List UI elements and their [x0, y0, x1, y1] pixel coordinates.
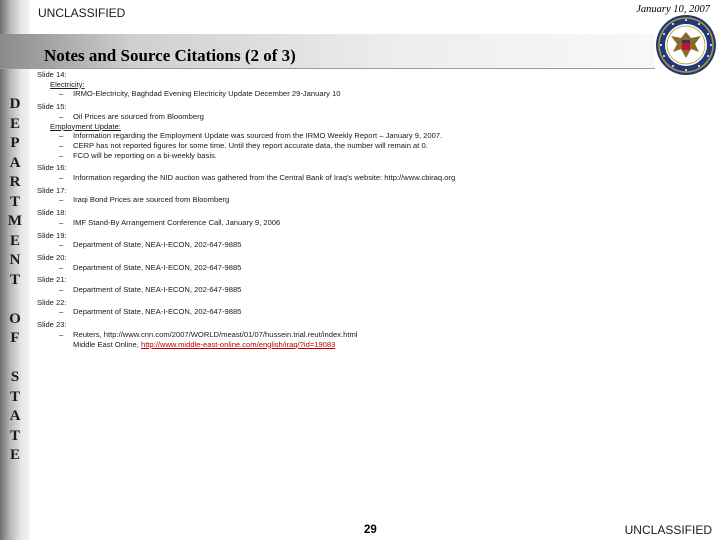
slide-heading: Slide 18:: [37, 208, 67, 218]
slide-citation-block: [37, 320, 707, 349]
citation-text: Oil Prices are sourced from Bloomberg: [73, 111, 204, 121]
citation-item: [37, 173, 707, 183]
bullet-dash: –: [59, 329, 64, 339]
slide-heading: Slide 21:: [37, 275, 67, 285]
slide-citation-block: [37, 231, 707, 250]
citation-text: IRMO-Electricity, Baghdad Evening Electricity Update December 29-January 10: [73, 89, 341, 99]
bullet-dash: –: [59, 262, 64, 272]
bullet-dash: –: [59, 131, 64, 141]
sidebar-letter: [0, 290, 30, 310]
citation-text: FCO will be reporting on a bi-weekly basis.: [73, 150, 217, 160]
slide-citation-block: [37, 208, 707, 227]
citation-text: Reuters, http://www.cnn.com/2007/WORLD/meast/01/07/hussein.trial.reut/index.html: [73, 329, 358, 339]
sidebar-letter: O: [9, 310, 21, 327]
classification-top: UNCLASSIFIED: [38, 6, 126, 20]
sidebar-letter: A: [9, 154, 21, 171]
sidebar-letter: M: [7, 213, 23, 229]
citation-item: [37, 285, 707, 295]
slide-citation-block: [37, 163, 707, 182]
sidebar-letter: E: [9, 232, 20, 249]
bullet-dash: –: [59, 150, 64, 160]
citation-item: [37, 112, 707, 122]
citation-item: [37, 131, 707, 141]
citation-item: [37, 141, 707, 151]
citation-item: [37, 89, 707, 99]
citation-item: [37, 195, 707, 205]
bullet-dash: –: [59, 195, 64, 205]
sidebar-letter: E: [9, 115, 20, 132]
citation-text: IMF Stand-By Arrangement Conference Call, January 9, 2006: [73, 217, 281, 227]
slide-citation-block: [37, 186, 707, 205]
bullet-dash: –: [59, 307, 64, 317]
sidebar-letter: P: [10, 135, 20, 151]
bullet-dash: –: [59, 140, 64, 150]
slide-heading: Slide 19:: [37, 230, 67, 240]
citation-item: [37, 263, 707, 273]
sidebar-letter: R: [9, 174, 21, 190]
date-label: January 10, 2007: [636, 4, 710, 15]
sidebar-letter: T: [9, 271, 20, 288]
bullet-dash: –: [59, 173, 64, 183]
source-link[interactable]: http://www.middle-east-online.com/english/iraq/?id=19083: [140, 339, 336, 349]
slide-heading: Slide 16:: [37, 163, 67, 173]
citation-item: [37, 218, 707, 228]
page-number: 29: [364, 524, 377, 536]
slide-heading: Slide 14:: [37, 70, 67, 79]
citation-text: CERP has not reported figures for some time. Until they report accurate data, the number will remain at 0.: [73, 140, 428, 150]
slide-citation-block: [37, 102, 707, 160]
sidebar-letter: E: [9, 447, 20, 463]
slide-heading: Slide 23:: [37, 320, 67, 330]
sidebar-letter: F: [10, 330, 20, 346]
sidebar-letter: S: [10, 369, 20, 385]
bullet-dash: –: [59, 240, 64, 250]
slide-heading: Slide 20:: [37, 252, 67, 262]
page-title: Notes and Source Citations (2 of 3): [44, 46, 296, 65]
citation-item: [37, 330, 707, 340]
slide-citation-block: [37, 70, 707, 99]
slide-heading: Slide 17:: [37, 185, 67, 195]
citation-text: Department of State, NEA-I-ECON, 202-647-9885: [73, 262, 242, 272]
slide-citation-block: [37, 275, 707, 294]
citation-text: Department of State, NEA-I-ECON, 202-647-9885: [73, 240, 242, 250]
citation-text: Information regarding the Employment Update was sourced from the IRMO Weekly Report – January 9, 2007.: [73, 131, 443, 141]
slide-heading: Slide 22:: [37, 297, 67, 307]
sidebar-letter: D: [9, 96, 21, 112]
citation-list: [37, 70, 707, 352]
citation-continuation: [37, 340, 707, 350]
citation-text: Information regarding the NID auction was gathered from the Central Bank of Iraq's website: http://www.cbiraq.org: [73, 173, 456, 183]
citation-source: Middle East Online,: [73, 339, 141, 349]
sidebar-letter: N: [9, 252, 21, 268]
citation-text: Iraqi Bond Prices are sourced from Bloomberg: [73, 195, 230, 205]
bullet-dash: –: [59, 89, 64, 99]
subheading: Employment Update:: [50, 121, 121, 131]
sidebar-letter: [0, 349, 30, 369]
citation-item: [37, 240, 707, 250]
department-of-state-vertical-text: [0, 95, 30, 466]
slide-citation-block: [37, 253, 707, 272]
department-of-state-seal-icon: [655, 14, 717, 76]
bullet-dash: –: [59, 217, 64, 227]
sidebar-letter: A: [9, 408, 21, 424]
slide-heading: Slide 15:: [37, 102, 67, 112]
bullet-dash: –: [59, 285, 64, 295]
citation-item: [37, 307, 707, 317]
bullet-dash: –: [59, 111, 64, 121]
subheading: Electricity:: [50, 79, 85, 89]
slide-citation-block: [37, 298, 707, 317]
sidebar-letter: T: [9, 388, 20, 405]
citation-text: Department of State, NEA-I-ECON, 202-647-9885: [73, 307, 242, 317]
citation-item: [37, 151, 707, 161]
sidebar-letter: T: [9, 193, 20, 210]
sidebar-letter: T: [9, 427, 20, 444]
classification-bottom: UNCLASSIFIED: [624, 523, 712, 537]
citation-text: Department of State, NEA-I-ECON, 202-647-9885: [73, 285, 242, 295]
